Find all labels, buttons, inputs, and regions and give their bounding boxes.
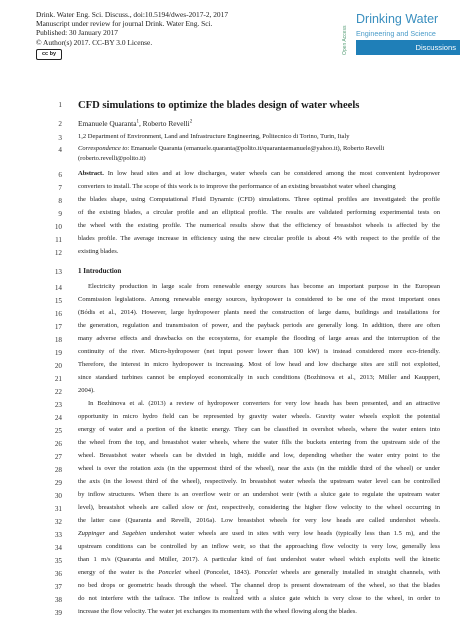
line-number: 26: [54, 440, 62, 448]
text-run: Commission legislations. Among renewable energy sources, hydropower is considered to be one of the most important ones: [78, 296, 440, 303]
line-number: 4: [58, 146, 62, 154]
text-line: [78, 465, 440, 472]
line-number: 20: [54, 362, 62, 370]
text-run: continuity of the river. Micro-hydropower (net input power lower than 100 kW) is instead considered more eco-friendly.: [78, 348, 440, 355]
line-number: 11: [55, 236, 62, 244]
line-number: 32: [54, 518, 62, 526]
line-number: 29: [54, 479, 62, 487]
text-run: since standard turbines cannot be employed economically in such conditions (Bozhinova et al., 2013; Müller and Kauppert,: [78, 374, 440, 381]
line-number: 35: [54, 557, 62, 565]
line-number: 33: [54, 531, 62, 539]
header-line: Published: 30 January 2017: [36, 28, 118, 38]
line-number: 34: [54, 544, 62, 552]
line-number: 9: [58, 210, 62, 218]
text-run: of the existing blades, a circular profile and an elliptical profile. The results are validated performing experimental tests on: [78, 209, 440, 216]
text-line: [78, 309, 440, 316]
text-line: [78, 491, 440, 498]
text-run: , Roberto Revelli: [138, 119, 190, 128]
text-line: [78, 517, 440, 524]
section-heading: [78, 267, 440, 275]
line-number: 12: [54, 249, 62, 257]
discussions-bar: Discussions: [356, 40, 460, 55]
text-run: many adverse effects and drawbacks on the ecosystems, for example the flooding of large areas and the interruption of the: [78, 335, 440, 342]
line-number: 3: [58, 134, 62, 142]
text-run: 1: [136, 119, 139, 125]
line-number: 1: [58, 101, 62, 109]
text-run: In Bozhinova et al. (2013) a review of hydropower converters for very low heads has been presented, and an attractive: [88, 400, 440, 407]
text-run: do not interfere with the tailrace. The inflow is realized with a sluice gate which is very close to the wheel, in order to: [78, 595, 440, 602]
line-number: 23: [54, 401, 62, 409]
text-line: [78, 322, 440, 329]
text-run: or: [193, 504, 208, 511]
text-run: Poncelet: [254, 569, 278, 576]
text-line: [78, 155, 440, 162]
text-line: [78, 452, 440, 459]
line-number: 21: [54, 375, 62, 383]
text-run: Zuppinger: [78, 530, 106, 537]
line-number: 8: [58, 197, 62, 205]
text-run: , respectively, considering the higher flow velocity to the wheel occurring in: [216, 504, 440, 511]
text-run: by inflow structures. When there is an overflow weir or an undershot weir (with a sluice gate to regulate the upstream water: [78, 491, 440, 498]
text-run: wheels are generally installed in straight channels, with: [277, 569, 440, 576]
paper-title: [78, 100, 440, 111]
text-run: 2: [189, 119, 193, 125]
line-number: 31: [54, 505, 62, 513]
text-run: blades profile. The average increase in efficiency using the new circular profile is about 4% with respect to the profile of the: [78, 235, 440, 242]
line-number: 19: [54, 349, 62, 357]
text-run: 1,2 Department of Environment, Land and Infrastructure Engineering, Politecnico di Torino, Turin, Italy: [78, 133, 350, 140]
text-run: CFD simulations to optimize the blades design of water wheels: [78, 100, 360, 111]
line-number: 17: [54, 323, 62, 331]
text-run: increase the flow velocity. The water jet exchanges its momentum with the wheel flowing along the blades.: [78, 608, 357, 615]
text-run: : Emanuele Quaranta (emanuele.quaranta@polito.it/quarantaemanuele@yahoo.it), Roberto Revelli: [127, 145, 385, 152]
text-line: [78, 608, 440, 615]
header-line: Drink. Water Eng. Sci. Discuss., doi:10.5194/dwes-2017-2, 2017: [36, 10, 229, 19]
text-line: [78, 543, 440, 550]
text-line: [78, 296, 440, 303]
text-run: wheel. Breastshot water wheels can be divided in high, middle and low, depending whether the water entry point to the: [78, 452, 440, 459]
text-line: [78, 439, 440, 446]
text-run: In low head sites and at low discharges, water wheels can be considered among the most convenient hydropower: [103, 170, 440, 177]
text-run: energy of water and a portion of the kinetic energy. They can be classified in overshot wheels, where the water enters into: [78, 426, 440, 433]
journal-logo: [342, 10, 460, 70]
text-run: the wheel from the top, and breastshot water wheels, where the water fills the buckets entering from the upstream side of the: [78, 439, 440, 446]
text-line: [78, 170, 440, 177]
text-line: [78, 595, 440, 602]
text-run: 1 Introduction: [78, 267, 122, 275]
text-run: than 1 m/s (Quaranta and Müller, 2017). A particular kind of fast undershot water wheel which exploits well the kinetic: [78, 556, 440, 563]
header-line: Manuscript under review for journal Drink. Water Eng. Sci.: [36, 19, 213, 29]
line-number: 18: [54, 336, 62, 344]
text-run: (Bódis et al., 2014). However, large hydropower plants need the construction of large dams, buildings and installations for: [78, 309, 440, 316]
text-run: Electricity production in large scale from renewable energy sources has become an important purpose in the European: [88, 283, 440, 290]
line-number: 2: [58, 120, 62, 128]
text-line: [78, 133, 440, 140]
text-line: [78, 387, 440, 394]
text-line: [78, 556, 440, 563]
text-line: [78, 335, 440, 342]
text-run: converters to install. The scope of this work is to improve the performance of an existing breastshot water wheel changing: [78, 183, 396, 190]
text-run: and: [105, 530, 123, 537]
text-run: the latter case (Quaranta and Revelli, 2016a). Low breastshot wheels for very low heads are called undershot wheels.: [78, 517, 440, 524]
text-run: the wheel with the existing profile. The numerical results show that the efficiency of breastshot wheels is affected by the: [78, 222, 440, 229]
text-run: slow: [181, 504, 194, 511]
text-line: [78, 400, 440, 407]
text-run: undershot water wheels are used in sites with very low heads (typically less than 1.5 m), and the: [146, 530, 440, 537]
text-run: the axis (in the lowest third of the wheel), respectively. In breastshot water wheels the upstream water level can be controlled: [78, 478, 440, 485]
text-line: [78, 426, 440, 433]
text-line: [78, 504, 440, 511]
text-line: [78, 209, 440, 216]
text-line: [78, 348, 440, 355]
text-run: energy of the water is the: [78, 569, 159, 576]
text-run: the blades shape, using Computational Fluid Dynamic (CFD) simulations. Three optimal profiles are investigated: the profile: [78, 196, 440, 203]
line-number: 24: [54, 414, 62, 422]
page-number: 1: [235, 587, 239, 596]
text-line: [78, 235, 440, 242]
text-line: [78, 248, 440, 255]
line-number: 7: [58, 184, 62, 192]
text-line: [78, 222, 440, 229]
text-line: [78, 283, 440, 290]
text-run: no bed drops or geometric heads through the wheel. The channel drop is present downstream of the wheel, so that the blades: [78, 582, 440, 589]
line-number: 14: [54, 284, 62, 292]
journal-subtitle: Engineering and Science: [356, 29, 436, 38]
text-line: [78, 374, 440, 381]
text-run: upstream conditions can be controlled by an inflow weir, so that the approaching flow velocity is very low, generally less: [78, 543, 440, 550]
line-number: 38: [54, 596, 62, 604]
text-run: Abstract.: [78, 170, 104, 177]
line-number: 13: [54, 268, 62, 276]
text-run: existing blades.: [78, 248, 119, 255]
line-number: 6: [58, 171, 62, 179]
text-run: wheel is over the rotation axis (in the uppermost third of the wheel), near the axis (in the middle third of the wheel) or under: [78, 465, 440, 472]
text-run: level), breastshot wheels are called: [78, 504, 182, 511]
line-number: 36: [54, 570, 62, 578]
text-run: wheel (Poncelet, 1843).: [180, 569, 255, 576]
text-run: Emanuele Quaranta: [78, 119, 137, 128]
line-number: 28: [54, 466, 62, 474]
text-run: opportunity in micro hydro field can be represented by gravity water wheels. Gravity water wheels exploit the potential: [78, 413, 440, 420]
text-line: [78, 569, 440, 576]
line-number: 16: [54, 310, 62, 318]
line-number: 27: [54, 453, 62, 461]
cc-by-icon: cc by: [36, 49, 62, 60]
running-header: [36, 10, 228, 60]
text-run: Therefore, the interest in micro hydropower is increasing. Most of low head and low discharge sites are still not exploited,: [78, 361, 440, 368]
text-run: Sagebien: [122, 530, 147, 537]
text-run: Poncelet: [158, 569, 181, 576]
text-line: [78, 361, 440, 368]
text-run: fast: [207, 504, 217, 511]
line-number: 30: [54, 492, 62, 500]
text-line: [78, 413, 440, 420]
text-line: [78, 183, 440, 190]
text-line: [78, 530, 440, 537]
line-number: 25: [54, 427, 62, 435]
line-number: 22: [54, 388, 62, 396]
text-line: [78, 145, 440, 152]
text-line: [78, 478, 440, 485]
journal-title: Drinking Water: [356, 12, 439, 26]
line-number: 15: [54, 297, 62, 305]
header-line: © Author(s) 2017. CC-BY 3.0 License.: [36, 37, 153, 47]
text-line: [78, 196, 440, 203]
line-number: 39: [54, 609, 62, 617]
text-run: 2004).: [78, 387, 95, 394]
text-run: (roberto.revelli@polito.it): [78, 155, 146, 162]
open-access-label: Open Access: [342, 25, 348, 55]
line-number: 37: [54, 583, 62, 591]
text-run: the generation, regulation and transmission of power, and the payback periods are generally long. In addition, there are often: [78, 322, 440, 329]
cc-license: [36, 49, 228, 60]
text-line: [78, 119, 440, 128]
line-number: 10: [54, 223, 62, 231]
text-run: Correspondence to: [78, 145, 128, 152]
